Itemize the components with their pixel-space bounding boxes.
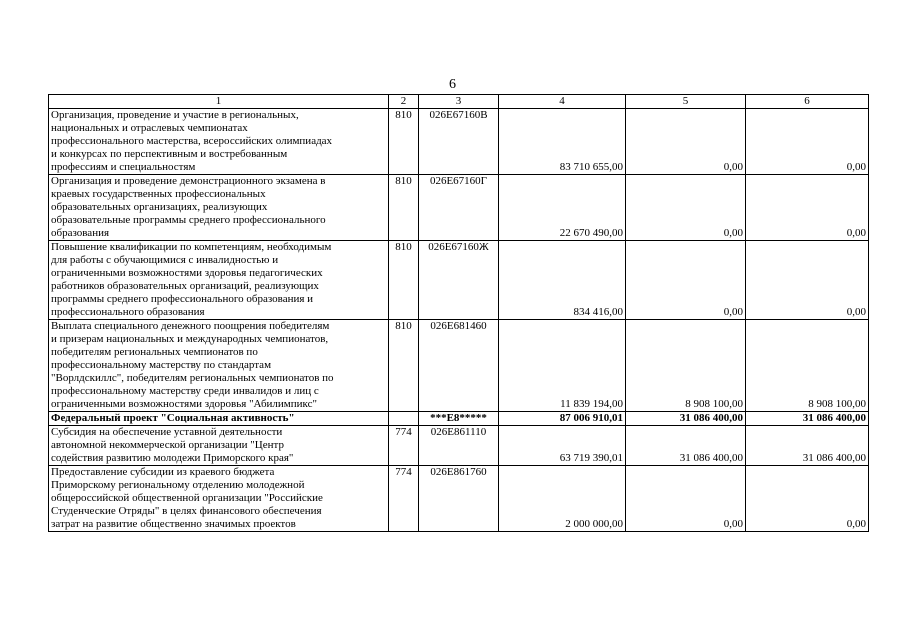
- row-group-cell: [389, 412, 419, 426]
- row-code-cell: ***E8*****: [419, 412, 499, 426]
- row-col5-cell: 0,00: [626, 241, 746, 320]
- header-cell: 1: [49, 95, 389, 109]
- row-col4-cell: 834 416,00: [499, 241, 626, 320]
- row-name-line: содействия развитию молодежи Приморского края": [51, 452, 294, 464]
- row-col6-cell: 8 908 100,00: [746, 320, 869, 412]
- row-name-line: ограниченными возможностями здоровья педагогических: [51, 267, 323, 279]
- row-name-line: Федеральный проект "Социальная активность": [51, 412, 295, 424]
- row-col6-cell: 0,00: [746, 109, 869, 175]
- page-number: 6: [449, 77, 456, 92]
- header-row: [49, 95, 869, 109]
- row-code-cell: 026E67160B: [419, 109, 499, 175]
- row-col5-cell: 31 086 400,00: [626, 412, 746, 426]
- table-row: [49, 426, 869, 466]
- row-name-line: краевых государственных профессиональных: [51, 188, 266, 200]
- row-group-cell: 810: [389, 175, 419, 241]
- row-name-line: Студенческие Отряды" в целях финансового обеспечения: [51, 505, 322, 517]
- row-name-cell: [49, 241, 389, 320]
- table-row: [49, 320, 869, 412]
- row-col4-cell: 22 670 490,00: [499, 175, 626, 241]
- row-col4-cell: 2 000 000,00: [499, 466, 626, 532]
- row-group-cell: 810: [389, 320, 419, 412]
- header-cell: 3: [419, 95, 499, 109]
- row-name-line: победителям региональных чемпионатов по: [51, 346, 258, 358]
- table-row-section: [49, 412, 869, 426]
- row-col4-cell: 63 719 390,01: [499, 426, 626, 466]
- row-name-line: для работы с обучающимися с инвалидностью и: [51, 254, 279, 266]
- row-col4-cell: 11 839 194,00: [499, 320, 626, 412]
- row-col5-cell: 0,00: [626, 466, 746, 532]
- row-col4-cell: 87 006 910,01: [499, 412, 626, 426]
- row-name-line: образовательные программы среднего профессионального: [51, 214, 326, 226]
- header-cell: 2: [389, 95, 419, 109]
- row-name-line: затрат на развитие общественно значимых проектов: [51, 518, 296, 530]
- row-name-line: программы среднего профессионального образования и: [51, 293, 314, 305]
- header-cell: 5: [626, 95, 746, 109]
- row-name-line: и призерам национальных и международных чемпионатов,: [51, 333, 329, 345]
- row-code-cell: 026E861760: [419, 466, 499, 532]
- row-name-line: профессионального мастерства, всероссийских олимпиадах: [51, 135, 333, 147]
- row-name-cell: [49, 412, 389, 426]
- row-name-line: образовательных организациях, реализующих: [51, 201, 268, 213]
- row-col5-cell: 8 908 100,00: [626, 320, 746, 412]
- row-code-cell: 026E681460: [419, 320, 499, 412]
- row-code-cell: 026E67160Г: [419, 175, 499, 241]
- row-name-line: автономной некоммерческой организации "Центр: [51, 439, 284, 451]
- row-name-line: "Ворлдскиллс", победителям региональных чемпионатов по: [51, 372, 334, 384]
- table-row: [49, 241, 869, 320]
- row-name-line: и конкурсах по перспективным и востребованным: [51, 148, 288, 160]
- row-name-line: Субсидия на обеспечение уставной деятельности: [51, 426, 283, 438]
- row-col5-cell: 0,00: [626, 175, 746, 241]
- header-cell: 6: [746, 95, 869, 109]
- row-name-line: профессионального образования: [51, 306, 205, 318]
- row-col6-cell: 31 086 400,00: [746, 412, 869, 426]
- row-name-line: Выплата специального денежного поощрения победителям: [51, 320, 330, 332]
- table-row: [49, 109, 869, 175]
- table-row: [49, 466, 869, 532]
- row-name-line: работников образовательных организаций, реализующих: [51, 280, 319, 292]
- row-col6-cell: 0,00: [746, 466, 869, 532]
- row-group-cell: 774: [389, 426, 419, 466]
- row-name-line: профессиям и специальностям: [51, 161, 196, 173]
- row-name-line: общероссийской общественной организации "Российские: [51, 492, 323, 504]
- row-name-cell: [49, 426, 389, 466]
- row-name-line: Предоставление субсидии из краевого бюджета: [51, 466, 275, 478]
- row-col5-cell: 0,00: [626, 109, 746, 175]
- row-name-line: Организация и проведение демонстрационного экзамена в: [51, 175, 326, 187]
- row-code-cell: 026E861110: [419, 426, 499, 466]
- row-name-cell: [49, 175, 389, 241]
- row-col6-cell: 31 086 400,00: [746, 426, 869, 466]
- row-name-line: Повышение квалификации по компетенциям, необходимым: [51, 241, 332, 253]
- row-name-line: профессиональному мастерству среди инвалидов и лиц с: [51, 385, 319, 397]
- row-group-cell: 774: [389, 466, 419, 532]
- row-name-line: образования: [51, 227, 110, 239]
- budget-table: [48, 94, 869, 532]
- row-name-line: Организация, проведение и участие в региональных,: [51, 109, 299, 121]
- row-name-cell: [49, 466, 389, 532]
- header-cell: 4: [499, 95, 626, 109]
- row-name-line: Приморскому региональному отделению молодежной: [51, 479, 305, 491]
- row-code-cell: 026E67160Ж: [419, 241, 499, 320]
- row-col6-cell: 0,00: [746, 241, 869, 320]
- row-col4-cell: 83 710 655,00: [499, 109, 626, 175]
- row-name-cell: [49, 320, 389, 412]
- row-name-line: профессиональному мастерству по стандартам: [51, 359, 272, 371]
- row-name-line: ограниченными возможностями здоровья "Абилимпикс": [51, 398, 317, 410]
- row-name-line: национальных и отраслевых чемпионатах: [51, 122, 248, 134]
- row-col5-cell: 31 086 400,00: [626, 426, 746, 466]
- row-group-cell: 810: [389, 109, 419, 175]
- row-col6-cell: 0,00: [746, 175, 869, 241]
- row-name-cell: [49, 109, 389, 175]
- row-group-cell: 810: [389, 241, 419, 320]
- table-row: [49, 175, 869, 241]
